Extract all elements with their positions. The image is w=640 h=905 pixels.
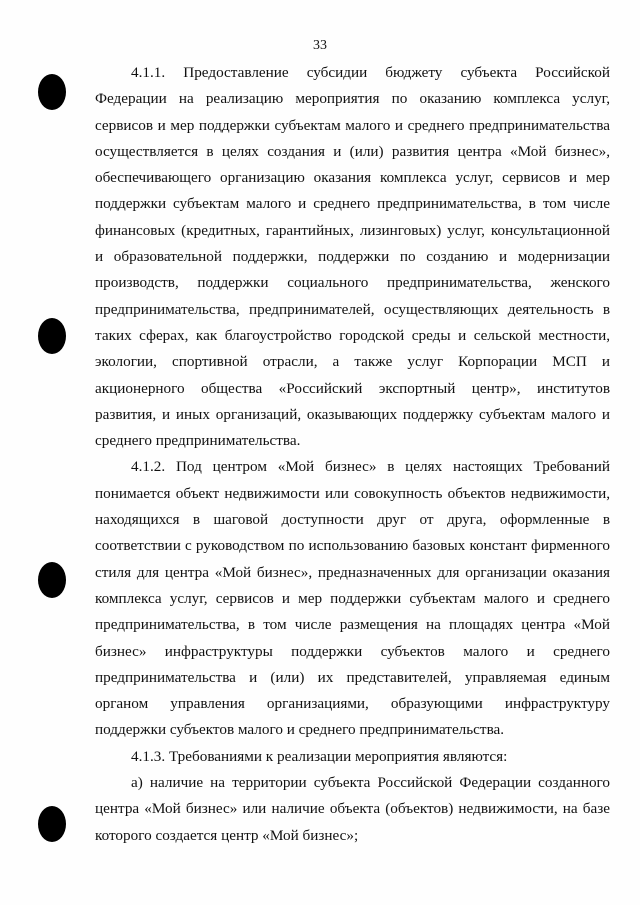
paragraph-4-1-3: 4.1.3. Требованиями к реализации мероприятия являются: xyxy=(131,747,508,765)
punch-hole-marker xyxy=(38,318,66,354)
paragraph-4-1-2: 4.1.2. Под центром «Мой бизнес» в целях настоящих Требований понимается объект недвижимости или совокупность объектов недвижимости, находящихся в шаговой доступности друг от друга, оформленные в соответствии с руководством по использованию базовых констант фирменного стиля для центра «Мой бизнес», предназначенных для организации оказания комплекса услуг, сервисов и мер поддержки субъектам малого и среднего предпринимательства, в том числе размещения на площадях центра «Мой бизнес» инфраструктуры поддержки субъектов малого и среднего предпринимательства и (или) их представителей, управляемая единым органом управления организациями, образующими инфраструктуру поддержки субъектов малого и среднего предпринимательства. xyxy=(95,458,610,739)
page-number: 33 xyxy=(313,38,327,53)
body-text xyxy=(95,60,610,849)
paragraph-item-a: а) наличие на территории субъекта Российской Федерации созданного центра «Мой бизнес» или наличие объекта (объектов) недвижимости, на базе которого создается центр «Мой бизнес»; xyxy=(95,774,610,844)
punch-hole-marker xyxy=(38,806,66,842)
paragraph-4-1-1: 4.1.1. Предоставление субсидии бюджету субъекта Российской Федерации на реализацию мероприятия по оказанию комплекса услуг, сервисов и мер поддержки субъектам малого и среднего предпринимательства осуществляется в целях создания и (или) развития центра «Мой бизнес», обеспечивающего организацию оказания комплекса услуг, сервисов и мер поддержки субъектам малого и среднего предпринимательства, в том числе финансовых (кредитных, гарантийных, лизинговых) услуг, консультационной и образовательной поддержки, поддержки по созданию и модернизации производств, поддержки социального предпринимательства, женского предпринимательства, предпринимателей, осуществляющих деятельность в таких сферах, как благоустройство городской среды и сельской местности, экологии, спортивной отрасли, а также услуг Корпорации МСП и акционерного общества «Российский экспортный центр», институтов развития, и иных организаций, оказывающих поддержку субъектам малого и среднего предпринимательства. xyxy=(95,64,610,450)
punch-hole-marker xyxy=(38,562,66,598)
punch-hole-marker xyxy=(38,74,66,110)
